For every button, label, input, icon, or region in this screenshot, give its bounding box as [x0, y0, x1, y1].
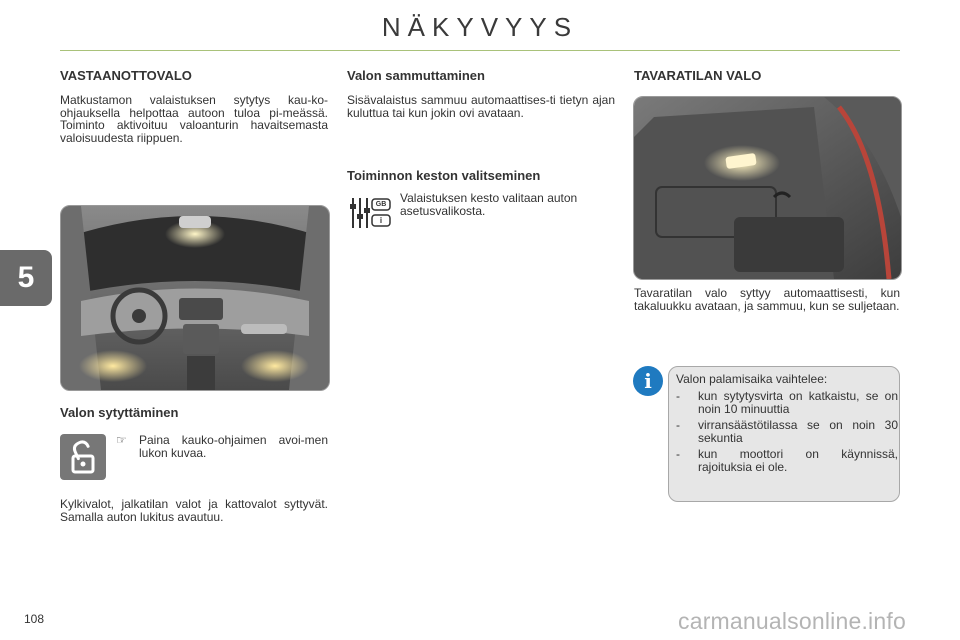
boot-interior-image — [633, 96, 902, 280]
paragraph-boot-light: Tavaratilan valo syttyy automaattisesti, kun takaluukku avataan, ja sammuu, kun se suljetaan. — [634, 286, 900, 313]
page-number: 108 — [24, 612, 45, 626]
info-icon — [633, 366, 663, 396]
paragraph-welcome-light: Matkustamon valaistuksen sytytys kau-ko-ohjauksella helpottaa autoon tuloa pi-meässä. Toiminto aktivoituu valoanturin havaitsemasta valoisuudesta riippuen. — [60, 93, 328, 145]
paragraph-duration-select: Valaistuksen kesto valitaan auton asetusvalikosta. — [400, 191, 578, 218]
watermark: carmanualsonline.info — [678, 608, 906, 634]
list-item: - virransäästötilassa se on noin 30 sekuntia — [676, 418, 898, 445]
heading-boot-light: TAVARATILAN VALO — [634, 68, 762, 83]
remote-unlock-icon — [60, 434, 106, 480]
cabin-interior-image — [60, 205, 330, 391]
paragraph-lights-on: Kylkivalot, jalkatilan valot ja kattovalot syttyvät. Samalla auton lukitus avautuu. — [60, 497, 328, 524]
list-item: - kun moottori on käynnissä, rajoituksia ei ole. — [676, 447, 898, 474]
i-badge: i — [379, 216, 383, 225]
heading-welcome-light: VASTAANOTTOVALO — [60, 68, 192, 83]
gb-badge: GB — [375, 201, 387, 208]
hand-pointer-icon: ☞ — [116, 433, 127, 447]
list-item: - kun sytytysvirta on katkaistu, se on noin 10 minuuttia — [676, 389, 898, 416]
bullet-text-remote: Paina kauko-ohjaimen avoi-men lukon kuvaa. — [139, 433, 328, 460]
settings-menu-icon — [347, 194, 391, 232]
chapter-number: 5 — [17, 261, 35, 294]
info-title: Valon palamisaika vaihtelee: — [676, 372, 828, 386]
header-divider — [60, 50, 900, 51]
chapter-tab[interactable] — [0, 250, 52, 306]
page-title: NÄKYVYYS — [381, 12, 579, 42]
heading-switching-on: Valon sytyttäminen — [60, 405, 179, 420]
heading-duration-select: Toiminnon keston valitseminen — [347, 168, 541, 183]
heading-switching-off: Valon sammuttaminen — [347, 68, 485, 83]
paragraph-switching-off: Sisävalaistus sammuu automaattises-ti tietyn ajan kuluttua tai kun jokin ovi avataan. — [347, 93, 615, 120]
info-list — [676, 390, 898, 477]
info-icon-letter: i — [644, 369, 652, 393]
